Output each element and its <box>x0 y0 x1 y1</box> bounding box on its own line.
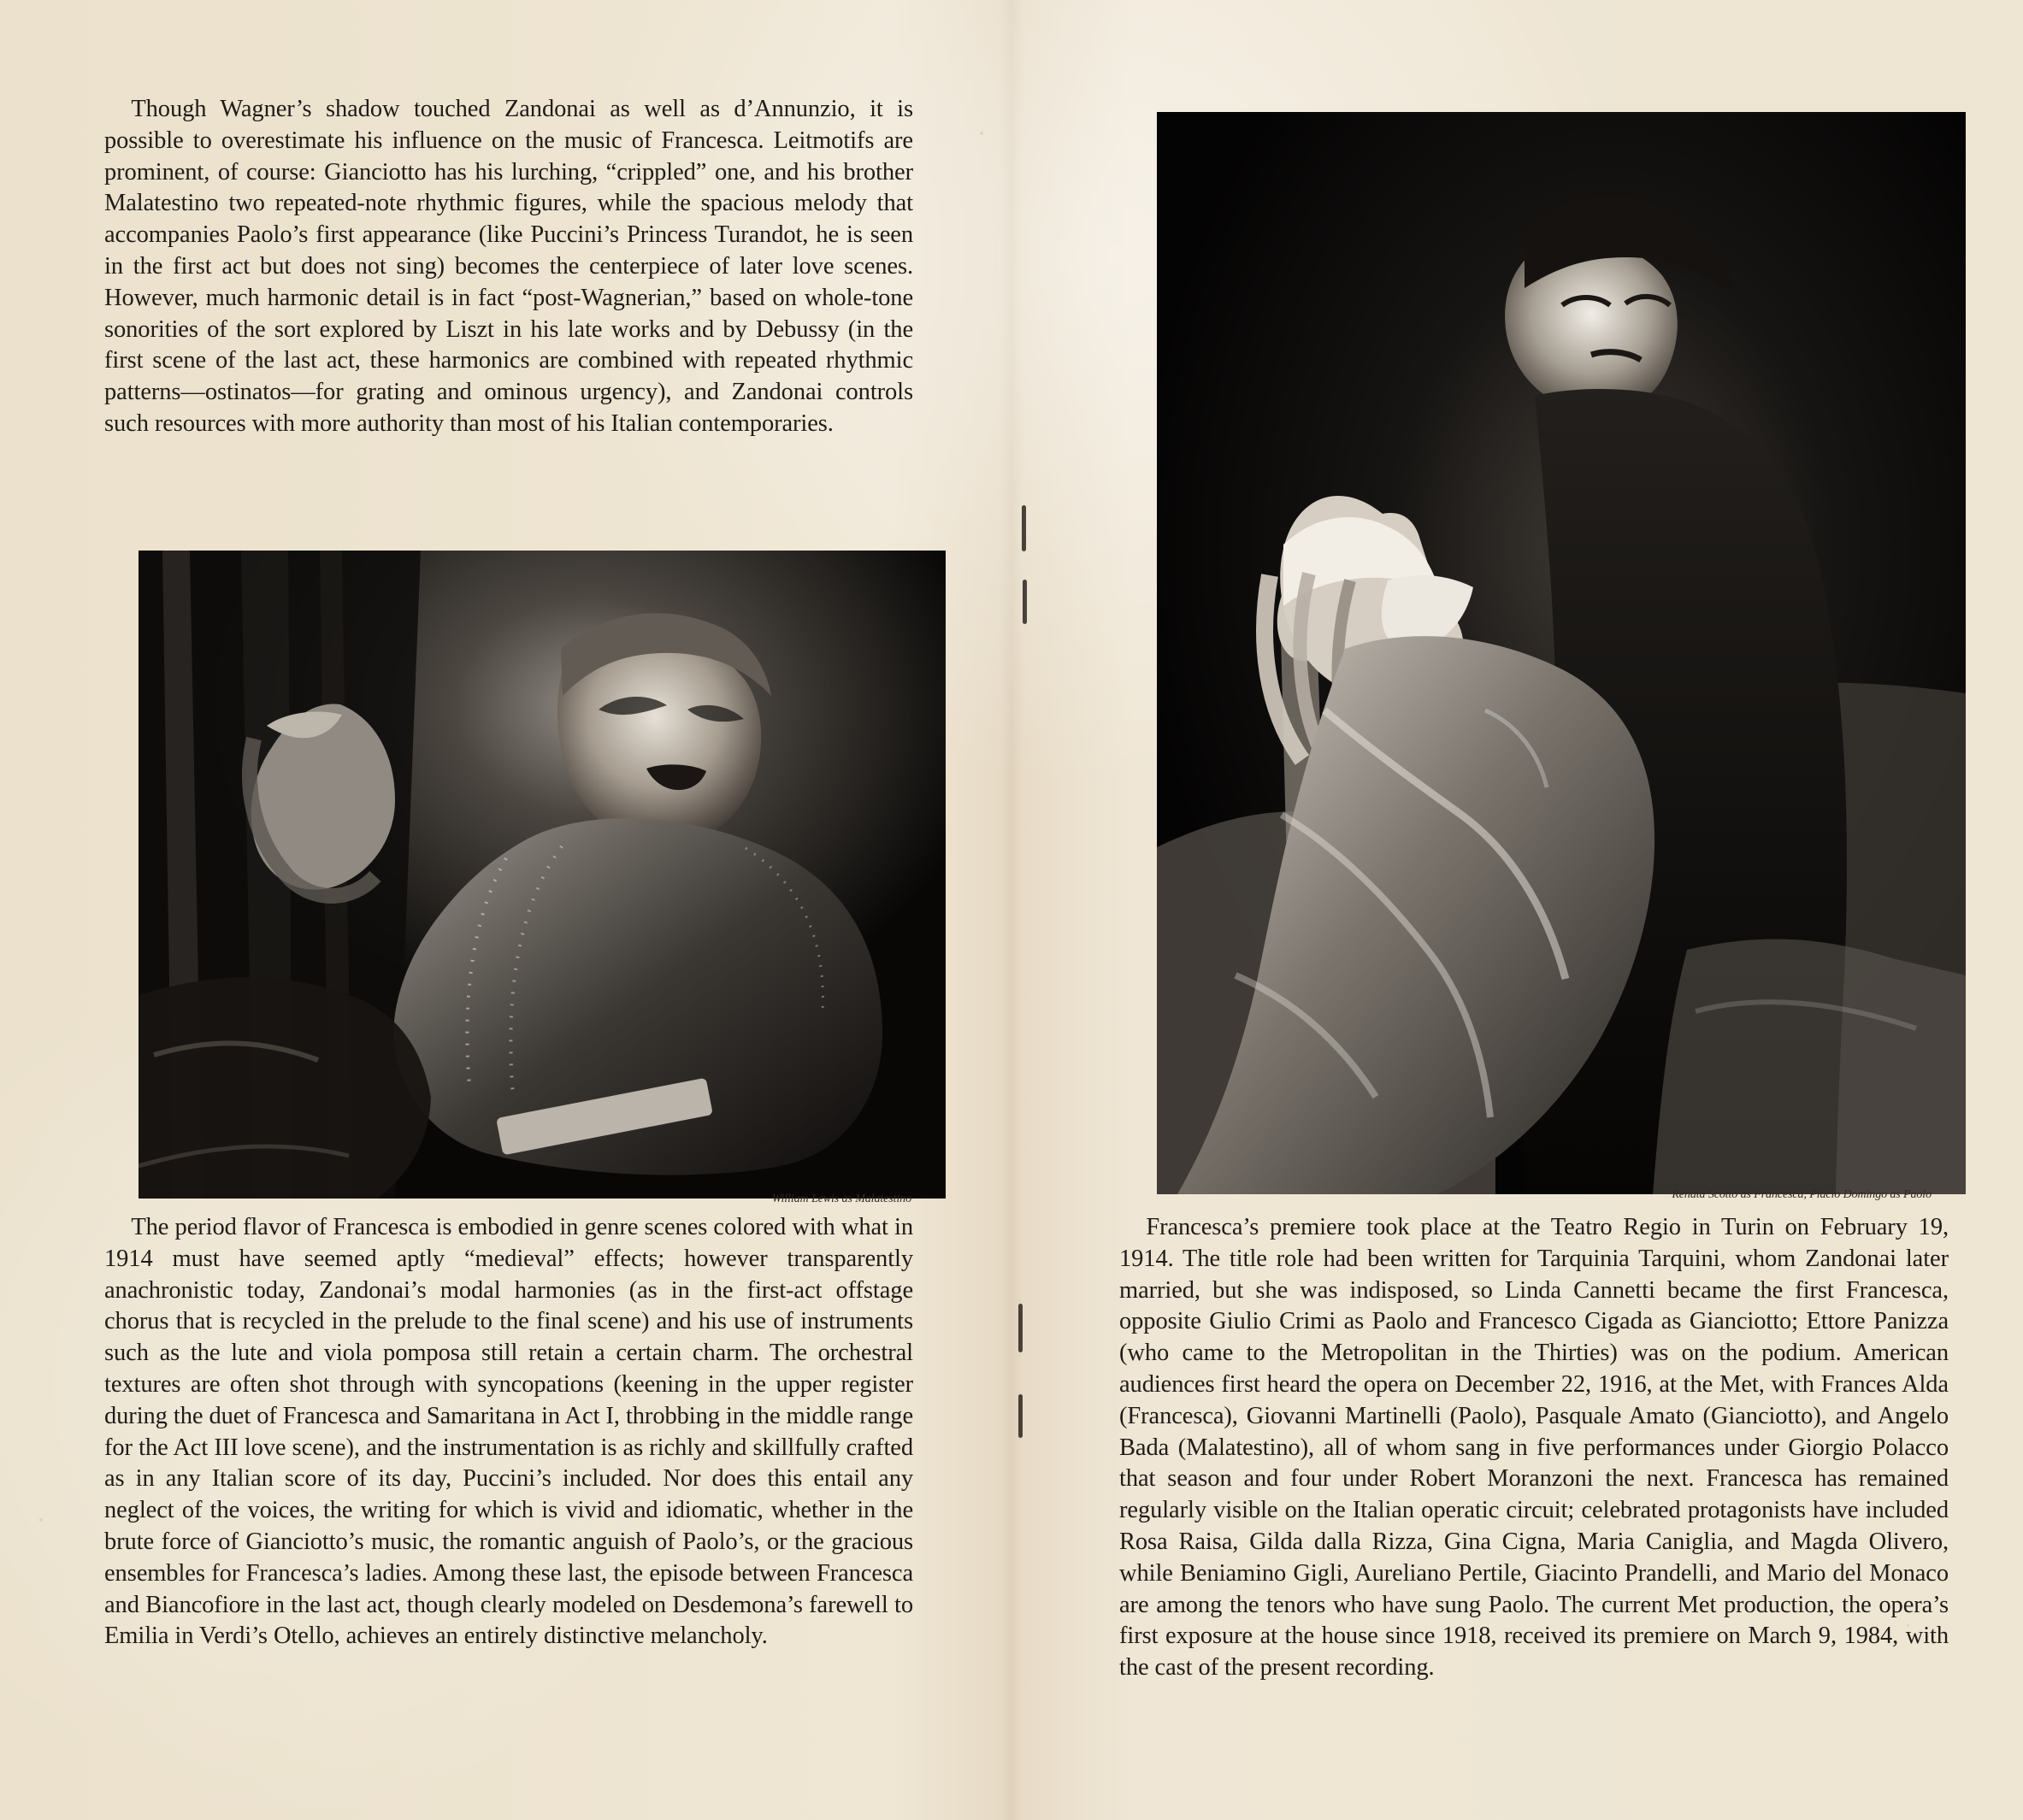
left-intro-paragraph: Though Wagner’s shadow touched Zandonai as well as d’Annunzio, it is possible to overestimate his influence on the music of Francesca. Leitmotifs are prominent, of course: Gianciotto has his lurching, “crippled” one, and his brother Malatestino two repeated-note rhythmic figures, while the spacious melody that accompanies Paolo’s first appearance (like Puccini’s Princess Turandot, he is seen in the first act but does not sing) becomes the centerpiece of later love scenes. However, much harmonic detail is in fact “post-Wagnerian,” based on whole-tone sonorities of the sort explored by Liszt in his late works and by Debussy (in the first scene of the last act, these harmonics are combined with repeated rhythmic patterns—ostinatos—for grating and ominous urgency), and Zandonai controls such resources with more authority than most of his Italian contemporaries. <box>104 96 913 437</box>
francesca-paolo-photo-caption: Renata Scotto as Francesca, Placio Domingo as Paolo <box>1672 1188 1932 1201</box>
left-lower-paragraph: The period flavor of Francesca is embodied in genre scenes colored with what in 1914 must have seemed aptly “medieval” effects; however transparently anachronistic today, Zandonai’s modal harmonies (as in the first-act offstage chorus that is recycled in the prelude to the final scene) and his use of instruments such as the lute and viola pomposa still retain a certain charm. The orchestral textures are often shot through with syncopations (keening in the upper register during the duet of Francesca and Samaritana in Act I, throbbing in the middle range for the Act III love scene), and the instrumentation is as richly and skillfully crafted as in any Italian score of its day, Puccini’s included. Nor does this entail any neglect of the voices, the writing for which is vivid and idiomatic, whether in the brute force of Gianciotto’s music, the romantic anguish of Paolo’s, or the gracious ensembles for Francesca’s ladies. Among these last, the episode between Francesca and Biancofiore in the last act, though clearly modeled on Desdemona’s farewell to Emilia in Verdi’s Otello, achieves an entirely distinctive melancholy. <box>104 1214 913 1650</box>
left-intro-text <box>104 94 913 440</box>
right-lower-paragraph: Francesca’s premiere took place at the Teatro Regio in Turin on February 19, 1914. The title role had been written for Tarquinia Tarquini, whom Zandonai later married, but she was indisposed, so Linda Cannetti became the first Francesca, opposite Giulio Crimi as Paolo and Francesco Cigada as Gianciotto; Ettore Panizza (who came to the Metropolitan in the Thirties) was on the podium. American audiences first heard the opera on December 22, 1916, at the Met, with Frances Alda (Francesca), Giovanni Martinelli (Paolo), Pasquale Amato (Gianciotto), and Angelo Bada (Malatestino), all of whom sang in five performances under Giorgio Polacco that season and four under Robert Moranzoni the next. Francesca has remained regularly visible on the Italian operatic circuit; celebrated protagonists have included Rosa Raisa, Gilda dalla Rizza, Gina Cigna, Maria Caniglia, and Magda Olivero, while Beniamino Gigli, Aureliano Pertile, Giacinto Prandelli, and Mario del Monaco are among the tenors who have sung Paolo. The current Met production, the opera’s first exposure at the house since 1918, received its premiere on March 9, 1984, with the cast of the present recording. <box>1119 1214 1949 1682</box>
malatestino-photo <box>139 551 946 1199</box>
malatestino-photo-caption: William Lewis as Malatestino <box>771 1193 911 1205</box>
francesca-paolo-photo <box>1157 112 1966 1194</box>
francesca-paolo-photo-art <box>1157 112 1966 1194</box>
malatestino-photo-art <box>139 551 946 1199</box>
right-page <box>1012 0 2023 1820</box>
right-lower-text <box>1119 1212 1949 1684</box>
left-lower-text <box>104 1212 913 1652</box>
